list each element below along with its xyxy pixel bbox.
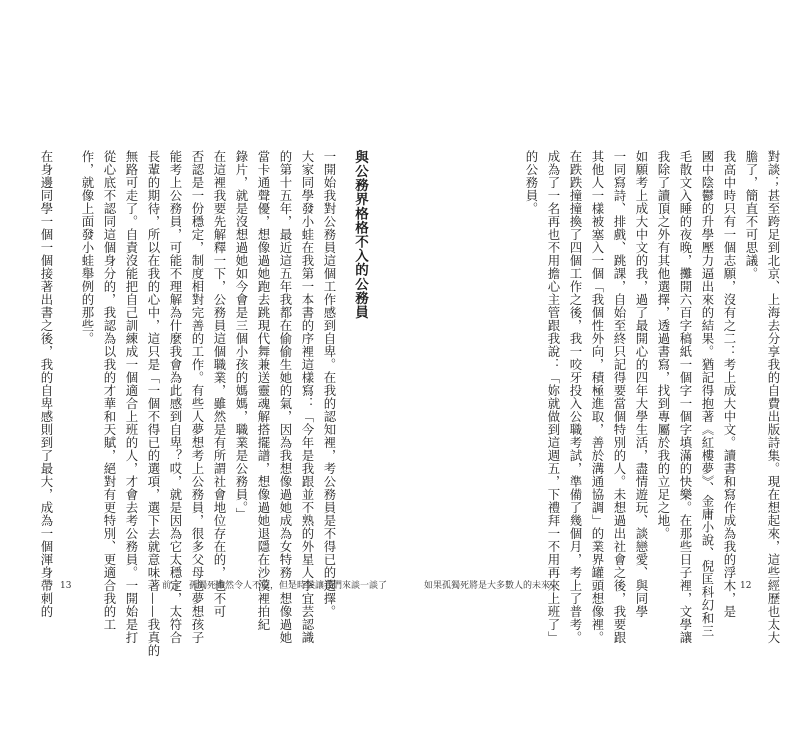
text-column: 當卡通聲優，想像過她跑去跳現代舞兼送靈魂解搭擺譜，想像過她退隱在沙漠裡拍紀 xyxy=(256,150,271,631)
text-column: 國中陰鬱的升學壓力逼出來的結果。猶記得抱著《紅樓夢》、金庸小說、倪匡科幻和三 xyxy=(700,150,715,638)
text-column: 如願考上成大中文的我，過了最開心的四年大學生活，盡情遊玩、談戀愛、與同學 xyxy=(634,150,649,618)
page-number: 12 xyxy=(740,581,752,591)
paragraph-gap xyxy=(60,150,74,560)
text-column: 我高中時只有一個志願，沒有之二：考上成大中文。讀書和寫作成為我的浮木，是 xyxy=(722,150,737,618)
text-column: 對談；甚至跨足到北京、上海去分享我的自費出版詩集。現在想起來，這些經歷也太大 xyxy=(766,150,781,644)
text-column: 大家同學發小蛙在我第一本書的序裡這樣寫：「今年是我跟並不熟的外星人李宜芸認識 xyxy=(300,150,315,644)
text-column: 否認是一份穩定，制度相對完善的工作。有些人夢想考上公務員，很多父母也夢想孩子 xyxy=(190,150,205,644)
text-column: 無路可走了。自責沒能把自己訓練成一個適合上班的人，才會去考公務員。一開始是打 xyxy=(124,150,139,644)
running-head: 如果孤獨死將是大多數人的未來 xyxy=(424,581,551,591)
section-heading: 與公務界格格不入的公務員 xyxy=(352,150,368,320)
text-column: 一同寫詩、排戲、跳課，自始至終只記得要當個特別的人。未想過出社會之後，我要跟 xyxy=(612,150,627,644)
text-column: 我除了讀頂之外有其他選擇，透過書寫，找到專屬於我的立足之地。 xyxy=(656,150,671,540)
right-page xyxy=(400,0,800,744)
text-column: 毛散文入睡的夜晚，攤開六百字稿紙一個字一個字填滿的快樂。在那些日子裡，文學讓 xyxy=(678,150,693,644)
text-column: 其他人一樣被塞入一個「我個性外向，積極進取，善於溝通協調」的業界罐頭想像裡。 xyxy=(590,150,605,644)
text-column: 在跌跌撞撞換了四個工作之後，我一咬牙投入公職考試，準備了幾個月，考上了普考。 xyxy=(568,150,583,644)
text-column: 能考上公務員，可能不理解為什麼我會為此感到自卑？哎，就是因為它太穩定，太符合 xyxy=(168,150,183,644)
text-column: 在這裡我要先解釋一下，公務員這個職業，雖然是有所謂社會地位存在的，也不可 xyxy=(212,150,227,618)
page-number: 13 xyxy=(60,581,72,591)
text-column: 作，就像上面發小蛙舉例的那些。 xyxy=(80,150,95,345)
text-column: 成為了一名再也不用擔心主管跟我說：「妳就做到這週五，下禮拜一不用再來上班了」 xyxy=(546,150,561,644)
text-column: 的第十五年，最近這五年我都在偷偷生她的氣，因為我想像過她成為女特務，想像過她 xyxy=(278,150,293,644)
text-column: 的公務員。 xyxy=(524,150,539,215)
text-column: 錄片，就是沒想過她如今會是三個小孩的媽媽，職業是公務員。」 xyxy=(234,150,249,521)
running-head: 前言 孤獨死雖然令人不安，但是時候讓我們來談一談了 xyxy=(162,581,388,591)
text-column: 從心底不認同這個身分的，我認為以我的才華和天賦，絕對有更特別、更適合我的工 xyxy=(102,150,117,631)
text-column: 在身邊同學一個一個接著出書之後，我的自卑感則到了最大，成為一個渾身帶刺的 xyxy=(39,150,54,618)
text-column: 膽了，簡直不可思議。 xyxy=(744,150,759,280)
text-column: 一開始我對公務員這個工作感到自卑。在我的認知裡，考公務員是不得已的選擇。 xyxy=(322,150,337,618)
text-column: 長輩的期待，所以在我的心中，這只是「一個不得已的選項，選下去就意味著——我真的 xyxy=(146,150,161,657)
